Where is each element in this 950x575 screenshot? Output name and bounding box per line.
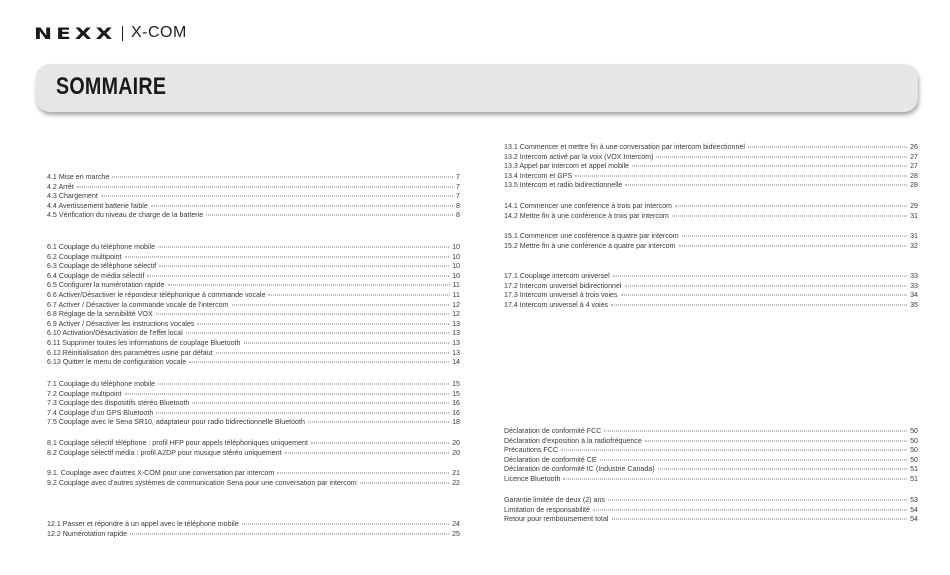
toc-entry-title: 13.4 Intercom et GPS [504, 171, 573, 180]
toc-page-number: 54 [910, 505, 918, 514]
toc-page-number: 10 [452, 262, 460, 271]
toc-dot-leader [625, 285, 908, 286]
toc-entry-title: 15.1 Commencer une conférence à quatre par intercom [504, 232, 679, 240]
toc-dot-leader [232, 304, 450, 305]
toc-entry-title: Déclaration de conformité FCC [504, 427, 602, 435]
toc-entry[interactable] [504, 515, 918, 525]
toc-entry-title: Licence Bluetooth [504, 474, 561, 483]
toc-entry-title: 7.2 Couplage multipoint [47, 389, 122, 398]
toc-dot-leader [632, 166, 907, 167]
toc-page-number: 12 [452, 310, 460, 319]
toc-dot-leader [77, 186, 453, 187]
toc-entry-title: Précautions FCC [504, 446, 559, 455]
toc-entry-title: 12.2 Numérotation rapide [47, 529, 128, 538]
toc-entry-title: 4.2 Arrêt [47, 182, 74, 191]
toc-entry[interactable] [504, 437, 918, 447]
toc-entry[interactable] [47, 358, 460, 368]
toc-entry[interactable] [47, 530, 460, 540]
nexx-logo: NEXX [34, 23, 117, 43]
toc-page-number: 27 [910, 152, 918, 161]
toc-entry-title: 6.7 Activer / Désactiver la commande vocale de l'intercom [47, 300, 229, 309]
toc-dot-leader [656, 156, 907, 157]
toc-dot-leader [158, 247, 449, 248]
toc-dot-leader [206, 215, 453, 216]
toc-page-number: 13 [452, 319, 460, 328]
toc-entry-title: 4.3 Chargement [47, 192, 98, 201]
toc-entry[interactable] [504, 232, 918, 242]
toc-entry[interactable] [47, 301, 460, 311]
toc-page-number: 10 [452, 252, 460, 261]
toc-page-number: 33 [910, 281, 918, 290]
toc-entry[interactable] [47, 320, 460, 330]
toc-dot-leader [112, 177, 453, 178]
toc-dot-leader [308, 422, 449, 423]
toc-dot-leader [197, 323, 449, 324]
toc-dot-leader [672, 215, 907, 216]
toc-page-number: 31 [910, 232, 918, 240]
toc-page-number: 33 [910, 272, 918, 280]
toc-page-number: 50 [910, 427, 918, 435]
toc-entry[interactable] [504, 242, 918, 252]
toc-entry-title: 7.5 Couplage avec le Sena SR10, adaptateur pour radio bidirectionnelle Bluetooth [47, 418, 305, 427]
toc-entry-title: 6.1 Couplage du téléphone mobile [47, 243, 156, 251]
toc-entry[interactable] [504, 456, 918, 466]
toc-entry[interactable] [47, 339, 460, 349]
toc-dot-leader [593, 509, 907, 510]
toc-page-number: 24 [452, 520, 460, 528]
toc-entry-title: 6.11 Supprimer toutes les informations de couplage Bluetooth [47, 338, 241, 347]
toc-entry-title: 17.4 Intercom universel à 4 voies [504, 300, 609, 309]
toc-page-number: 18 [452, 418, 460, 427]
toc-entry[interactable] [47, 281, 460, 291]
toc-page-number: 8 [456, 201, 460, 210]
toc-entry[interactable] [504, 291, 918, 301]
toc-dot-leader [625, 185, 907, 186]
title-banner [36, 64, 918, 112]
toc-entry-title: 7.3 Couplage des dispositifs stéréo Bluetooth [47, 399, 190, 408]
toc-page-number: 11 [452, 281, 460, 290]
toc-page-number: 14 [452, 358, 460, 367]
toc-entry[interactable] [504, 172, 918, 182]
toc-dot-leader [608, 500, 907, 501]
toc-entry[interactable] [47, 390, 460, 400]
toc-entry[interactable] [47, 192, 460, 202]
toc-entry-title: 15.2 Mettre fin à une conférence à quatre par intercom [504, 241, 676, 250]
toc-dot-leader [189, 362, 449, 363]
toc-entry[interactable] [47, 380, 460, 390]
toc-entry[interactable] [47, 253, 460, 263]
toc-entry-title: 9.1. Couplage avec d'autres X-COM pour une conversation par intercom [47, 469, 275, 477]
toc-dot-leader [611, 304, 907, 305]
toc-page-number: 16 [452, 408, 460, 417]
toc-entry[interactable] [504, 506, 918, 516]
toc-entry[interactable] [504, 427, 918, 437]
toc-entry-title: 6.6 Activer/Désactiver le répondeur téléphonique à commande vocale [47, 290, 266, 299]
toc-page-number: 7 [456, 192, 460, 201]
toc-dot-leader [600, 459, 907, 460]
toc-page-number: 50 [910, 455, 918, 464]
toc-entry-title: Déclaration de conformité CE [504, 455, 597, 464]
toc-dot-leader [244, 342, 450, 343]
toc-group [504, 496, 918, 525]
toc-entry-title: 7.4 Couplage d'un GPS Bluetooth [47, 408, 154, 417]
toc-entry-title: Déclaration de conformité IC (Industrie Canada) [504, 465, 655, 474]
toc-group [504, 202, 918, 221]
toc-page-number: 15 [452, 380, 460, 388]
toc-dot-leader [156, 314, 449, 315]
toc-entry-title: 13.3 Appel par intercom et appel mobile [504, 162, 630, 171]
toc-dot-leader [151, 205, 453, 206]
toc-page-number: 10 [452, 243, 460, 251]
toc-dot-leader [285, 452, 450, 453]
toc-entry-title: 6.3 Couplage de téléphone sélectif [47, 262, 157, 271]
toc-page-number: 22 [452, 478, 460, 487]
toc-entry[interactable] [47, 439, 460, 449]
toc-page-number: 20 [452, 439, 460, 447]
toc-dot-leader [645, 440, 907, 441]
toc-entry-title: 14.2 Mettre fin à une conférence à trois par intercom [504, 211, 669, 220]
toc-entry-title: 9.2 Couplage avec d'autres systèmes de communication Sena pour une conversation par intercom [47, 478, 357, 487]
toc-entry-title: Limitation de responsabilité [504, 505, 590, 514]
toc-dot-leader [101, 196, 453, 197]
toc-entry[interactable] [47, 469, 460, 479]
toc-entry[interactable] [504, 212, 918, 222]
toc-entry-title: 6.10 Activation/Désactivation de l'effet local [47, 329, 183, 338]
toc-group [47, 243, 460, 368]
toc-page-number: 26 [910, 143, 918, 151]
toc-group [504, 143, 918, 191]
toc-entry-title: 4.1 Mise en marche [47, 173, 110, 181]
toc-page-number: 7 [456, 182, 460, 191]
toc-entry-title: 13.2 Intercom activé par la voix (VOX Intercom) [504, 152, 654, 161]
toc-entry[interactable] [47, 349, 460, 359]
toc-dot-leader [186, 333, 449, 334]
toc-entry-title: 17.2 Intercom universel bidirectionnel [504, 281, 622, 290]
toc-dot-leader [563, 478, 907, 479]
toc-entry-title: 8.2 Couplage sélectif média : profil A2DP pour musique stéréo uniquement [47, 448, 282, 457]
toc-entry-title: 17.3 Intercom universel à trois voies [504, 291, 618, 300]
page-title: SOMMAIRE [56, 73, 167, 100]
toc-group [504, 272, 918, 310]
toc-entry[interactable] [504, 465, 918, 475]
toc-entry-title: 6.2 Couplage multipoint [47, 252, 122, 261]
toc-entry[interactable] [504, 446, 918, 456]
toc-entry[interactable] [47, 262, 460, 272]
toc-entry[interactable] [504, 202, 918, 212]
toc-page-number: 29 [910, 202, 918, 210]
toc-page-number: 20 [452, 448, 460, 457]
toc-entry[interactable] [504, 153, 918, 163]
toc-entry[interactable] [47, 399, 460, 409]
toc-dot-leader [125, 256, 450, 257]
toc-dot-leader [168, 285, 450, 286]
toc-dot-leader [682, 236, 907, 237]
toc-page-number: 7 [456, 173, 460, 181]
toc-dot-leader [216, 352, 449, 353]
toc-page-number: 8 [456, 211, 460, 220]
toc-entry-title: 6.12 Réinitialisation des paramètres usine par défaut [47, 348, 213, 357]
toc-group [47, 173, 460, 221]
toc-page-number: 32 [910, 241, 918, 250]
toc-entry-title: Retour pour remboursement total [504, 515, 609, 524]
toc-entry-title: 6.5 Configurer la numérotation rapide [47, 281, 165, 290]
toc-page-number: 25 [452, 529, 460, 538]
toc-page-number: 50 [910, 446, 918, 455]
toc-group [47, 469, 460, 488]
toc-entry-title: 8.1 Couplage sélectif téléphone : profil HFP pour appels téléphoniques uniquement [47, 439, 308, 447]
toc-entry[interactable] [504, 181, 918, 191]
header-brand [34, 22, 187, 44]
toc-page-number: 51 [910, 465, 918, 474]
toc-entry-title: 4.5 Vérification du niveau de charge de la batterie [47, 211, 204, 220]
toc-entry[interactable] [47, 211, 460, 221]
toc-entry-title: 14.1 Commencer une conférence à trois par intercom [504, 202, 672, 210]
toc-entry[interactable] [47, 291, 460, 301]
model-name: X-COM [131, 24, 187, 41]
toc-entry-title: 6.8 Réglage de la sensibilité VOX [47, 310, 153, 319]
toc-page-number: 28 [910, 181, 918, 190]
toc-dot-leader [575, 175, 907, 176]
toc-entry-title: Déclaration d'exposition à la radiofréquence [504, 436, 642, 445]
toc-entry-title: 13.1 Commencer et mettre fin à une conversation par intercom bidirectionnel [504, 143, 745, 151]
toc-page-number: 13 [452, 329, 460, 338]
toc-entry-title: 4.4 Avertissement batterie faible [47, 201, 148, 210]
toc-dot-leader [748, 147, 907, 148]
toc-entry-title: 12.1 Passer et répondre à un appel avec le téléphone mobile [47, 520, 239, 528]
toc-page-number: 34 [910, 291, 918, 300]
toc-dot-leader [621, 295, 908, 296]
toc-page-number: 16 [452, 399, 460, 408]
toc-dot-leader [604, 431, 907, 432]
toc-dot-leader [147, 275, 449, 276]
toc-dot-leader [159, 266, 449, 267]
toc-entry[interactable] [47, 449, 460, 459]
toc-entry[interactable] [47, 272, 460, 282]
toc-group [504, 427, 918, 485]
toc-entry[interactable] [504, 301, 918, 311]
toc-entry[interactable] [47, 409, 460, 419]
toc-entry[interactable] [47, 243, 460, 253]
toc-group [504, 232, 918, 251]
toc-page-number: 15 [452, 389, 460, 398]
toc-entry-title: 6.4 Couplage de média sélectif [47, 271, 145, 280]
toc-entry[interactable] [504, 162, 918, 172]
toc-page-number: 12 [452, 300, 460, 309]
toc-page-number: 13 [452, 348, 460, 357]
toc-entry[interactable] [47, 418, 460, 428]
toc-dot-leader [360, 482, 449, 483]
toc-entry-title: 17.1 Couplage intercom universel [504, 272, 610, 280]
toc-page-number: 51 [910, 474, 918, 483]
toc-page-number: 53 [910, 496, 918, 504]
toc-dot-leader [130, 533, 449, 534]
toc-page-number: 27 [910, 162, 918, 171]
toc-dot-leader [561, 450, 907, 451]
toc-entry[interactable] [47, 520, 460, 530]
toc-dot-leader [268, 294, 449, 295]
toc-group [47, 439, 460, 458]
toc-group [47, 520, 460, 539]
toc-entry[interactable] [47, 183, 460, 193]
toc-dot-leader [277, 473, 449, 474]
toc-entry[interactable] [47, 310, 460, 320]
toc-dot-leader [311, 443, 449, 444]
toc-entry-title: Garantie limitée de deux (2) ans [504, 496, 605, 504]
toc-entry[interactable] [504, 282, 918, 292]
toc-dot-leader [675, 206, 907, 207]
toc-group [47, 380, 460, 428]
toc-entry[interactable] [504, 272, 918, 282]
toc-dot-leader [242, 524, 449, 525]
toc-page-number: 28 [910, 171, 918, 180]
toc-page-number: 21 [452, 469, 460, 477]
toc-dot-leader [613, 276, 907, 277]
toc-entry[interactable] [47, 479, 460, 489]
toc-page-number: 35 [910, 300, 918, 309]
toc-entry-title: 13.5 Intercom et radio bidirectionnelle [504, 181, 623, 190]
toc-dot-leader [612, 519, 908, 520]
toc-dot-leader [158, 384, 449, 385]
toc-entry[interactable] [504, 475, 918, 485]
toc-dot-leader [156, 412, 449, 413]
toc-page-number: 10 [452, 271, 460, 280]
toc-entry[interactable] [47, 329, 460, 339]
toc-entry-title: 6.13 Quitter le menu de configuration vocale [47, 358, 187, 367]
toc-page-number: 11 [452, 290, 460, 299]
toc-entry[interactable] [504, 496, 918, 506]
toc-dot-leader [658, 469, 907, 470]
toc-entry[interactable] [47, 173, 460, 183]
toc-entry-title: 7.1 Couplage du téléphone mobile [47, 380, 156, 388]
toc-page-number: 13 [452, 338, 460, 347]
toc-page-number: 50 [910, 436, 918, 445]
toc-entry[interactable] [504, 143, 918, 153]
toc-dot-leader [192, 403, 449, 404]
toc-entry[interactable] [47, 202, 460, 212]
toc-dot-leader [125, 393, 450, 394]
toc-page-number: 54 [910, 515, 918, 524]
toc-entry-title: 6.9 Activer / Désactiver les instructions vocales [47, 319, 195, 328]
toc-page-number: 31 [910, 211, 918, 220]
toc-dot-leader [679, 245, 908, 246]
